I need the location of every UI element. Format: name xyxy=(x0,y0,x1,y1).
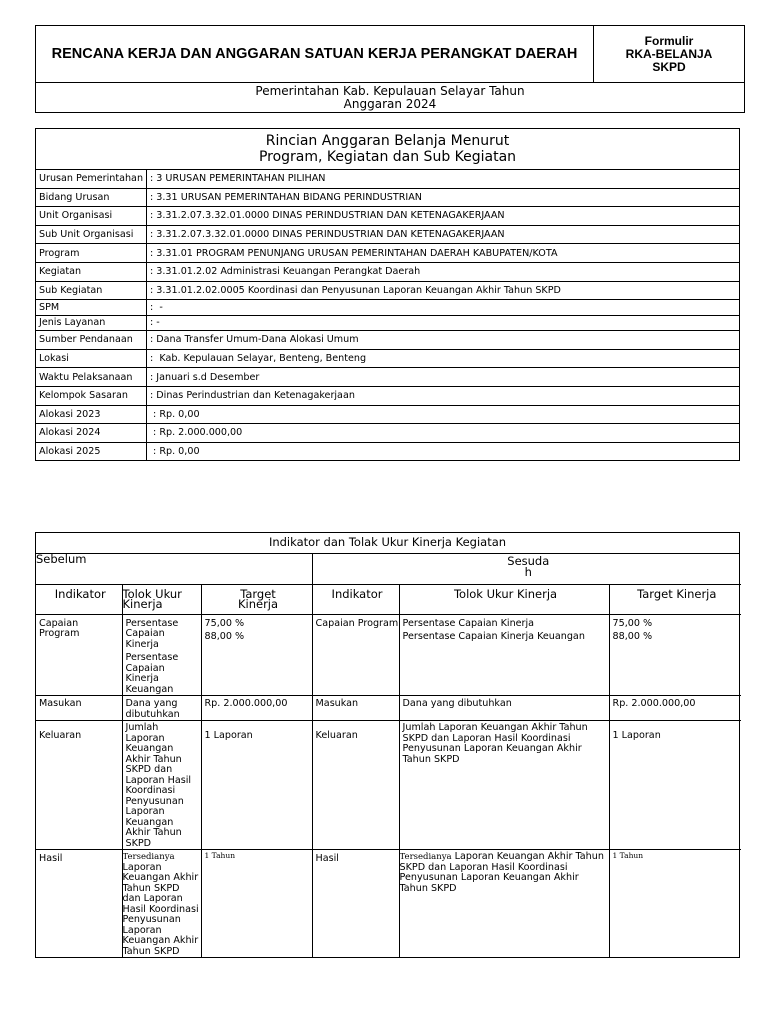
col-tolok-before-line-1: Tolok Ukur xyxy=(122,586,182,601)
rincian-row-label: Urusan Pemerintahan xyxy=(36,170,147,188)
form-code-box xyxy=(593,25,745,83)
indikator-title: Indikator dan Tolak Ukur Kinerja Kegiatan xyxy=(36,533,739,554)
budget-year-line: Anggaran 2024 xyxy=(343,96,437,111)
capaian-target-before-2: 88,00 % xyxy=(204,631,245,642)
keluaran-tolok-after: Jumlah Laporan Keuangan Akhir Tahun SKPD dan Laporan Hasil Koordinasi Penyusunan Laporan Keuangan Akhir Tahun SKPD xyxy=(399,721,609,850)
rincian-row-label: Kelompok Sasaran xyxy=(36,386,147,405)
rincian-row-value: : Rp. 0,00 xyxy=(147,405,740,424)
government-line: Pemerintahan Kab. Kepulauan Selayar Tahun xyxy=(255,83,525,98)
rincian-row-value: : 3.31.01 PROGRAM PENUNJANG URUSAN PEMERINTAHAN DAERAH KABUPATEN/KOTA xyxy=(147,244,740,263)
rincian-row xyxy=(36,315,739,331)
rincian-anggaran-table xyxy=(35,128,740,461)
keluaran-label-before: Keluaran xyxy=(36,721,122,850)
rincian-row-label: SPM xyxy=(36,300,147,316)
col-indikator-before-label: Indikator xyxy=(54,586,106,601)
row-masukan xyxy=(36,696,741,721)
rincian-title-line-2: Program, Kegiatan dan Sub Kegiatan xyxy=(258,149,517,165)
col-indikator-after xyxy=(312,584,399,614)
rincian-row xyxy=(36,262,739,281)
col-tolok-before-line-2: Kinerja xyxy=(122,597,163,611)
col-target-before xyxy=(201,584,312,614)
rincian-row-label: Jenis Layanan xyxy=(36,315,147,331)
col-target-before-line-2: Kinerja xyxy=(237,597,279,611)
hasil-label-after: Hasil xyxy=(312,850,399,958)
rincian-title xyxy=(36,129,739,170)
hasil-label-before: Hasil xyxy=(36,850,122,958)
rincian-row-value: : - xyxy=(147,300,740,316)
rincian-row-label: Sumber Pendanaan xyxy=(36,331,147,350)
form-code: RKA-BELANJA xyxy=(625,46,713,61)
capaian-target-after-1: 75,00 % xyxy=(612,617,653,629)
masukan-label-after: Masukan xyxy=(312,696,399,721)
hasil-tolok-after-a: Tersedianya xyxy=(399,852,452,862)
rincian-row-label: Sub Kegiatan xyxy=(36,281,147,300)
capaian-label-after: Capaian Program xyxy=(312,614,399,696)
sesudah-label-line-2: h xyxy=(524,564,532,579)
section-header-row xyxy=(36,554,741,584)
rincian-row-label: Bidang Urusan xyxy=(36,188,147,207)
document-title: RENCANA KERJA DAN ANGGARAN SATUAN KERJA PERANGKAT DAERAH xyxy=(51,46,578,62)
rincian-row-value: : 3.31.2.07.3.32.01.0000 DINAS PERINDUSTRIAN DAN KETENAGAKERJAAN xyxy=(147,225,740,244)
masukan-label-before: Masukan xyxy=(36,696,122,721)
capaian-tolok-after-1: Persentase Capaian Kinerja xyxy=(402,617,535,629)
rincian-title-line-1: Rincian Anggaran Belanja Menurut xyxy=(265,133,510,149)
masukan-target-after: Rp. 2.000.000,00 xyxy=(609,696,741,721)
capaian-tolok-after-2: Persentase Capaian Kinerja Keuangan xyxy=(402,631,585,642)
hasil-target-before xyxy=(201,850,312,958)
masukan-tolok-after: Dana yang dibutuhkan xyxy=(399,696,609,721)
rincian-row-label: Kegiatan xyxy=(36,262,147,281)
indikator-kinerja-table xyxy=(35,532,740,958)
hasil-tolok-before-a: Tersedianya xyxy=(122,852,175,862)
rincian-row-label: Alokasi 2023 xyxy=(36,405,147,424)
rincian-row-value: : Dana Transfer Umum-Dana Alokasi Umum xyxy=(147,331,740,350)
rincian-row-label: Lokasi xyxy=(36,349,147,368)
rincian-row xyxy=(36,300,739,316)
capaian-tolok-after xyxy=(399,614,609,696)
col-target-before-line-1: Target xyxy=(240,586,276,601)
capaian-target-after-2: 88,00 % xyxy=(612,631,653,642)
sesudah-label-line-1: Sesuda xyxy=(507,554,550,568)
rincian-row-value: : 3 URUSAN PEMERINTAHAN PILIHAN xyxy=(147,170,740,188)
rincian-row xyxy=(36,368,739,387)
capaian-tolok-before xyxy=(122,614,201,696)
rincian-row xyxy=(36,424,739,443)
masukan-tolok-before: Dana yang dibutuhkan xyxy=(122,696,201,721)
rincian-row-label: Sub Unit Organisasi xyxy=(36,225,147,244)
rincian-row-value: : 3.31.2.07.3.32.01.0000 DINAS PERINDUSTRIAN DAN KETENAGAKERJAAN xyxy=(147,207,740,226)
rincian-row-value: : Rp. 0,00 xyxy=(150,446,200,458)
hasil-target-after xyxy=(609,850,741,958)
section-sesudah xyxy=(312,554,741,584)
col-tolok-after xyxy=(399,584,609,614)
capaian-target-after xyxy=(609,614,741,696)
row-capaian-program xyxy=(36,614,741,696)
sebelum-label: Sebelum xyxy=(36,552,87,566)
keluaran-tolok-before: Jumlah Laporan Keuangan Akhir Tahun SKPD dan Laporan Hasil Koordinasi Penyusunan Laporan Keuangan Akhir Tahun SKPD xyxy=(122,721,201,850)
rincian-row xyxy=(36,281,739,300)
rincian-row xyxy=(36,244,739,263)
rincian-row xyxy=(36,405,739,424)
rincian-row-label: Alokasi 2024 xyxy=(36,424,147,443)
section-sebelum xyxy=(36,554,312,584)
rincian-row-value: : Rp. 2.000.000,00 xyxy=(147,424,740,443)
keluaran-label-after: Keluaran xyxy=(312,721,399,850)
col-target-after xyxy=(609,584,741,614)
rincian-row xyxy=(36,349,739,368)
masukan-target-before: Rp. 2.000.000,00 xyxy=(201,696,312,721)
column-header-row xyxy=(36,584,741,614)
row-hasil xyxy=(36,850,741,958)
rincian-row-label: Alokasi 2025 xyxy=(36,442,147,460)
keluaran-target-after: 1 Laporan xyxy=(609,721,741,850)
rincian-row-value: : Dinas Perindustrian dan Ketenagakerjaan xyxy=(147,386,740,405)
rincian-rows xyxy=(36,170,739,460)
rincian-row-value: : 3.31.01.2.02.0005 Koordinasi dan Penyusunan Laporan Keuangan Akhir Tahun SKPD xyxy=(147,281,740,300)
row-keluaran xyxy=(36,721,741,850)
rincian-row-label: Program xyxy=(36,244,147,263)
col-indikator-before xyxy=(36,584,122,614)
hasil-target-after-text: 1 Tahun xyxy=(612,851,644,860)
rincian-row-value: : - xyxy=(147,315,740,331)
capaian-label-before: Capaian Program xyxy=(36,614,122,696)
rincian-row xyxy=(36,207,739,226)
rincian-row xyxy=(36,386,739,405)
rincian-row xyxy=(36,188,739,207)
rincian-row-value: : 3.31.01.2.02 Administrasi Keuangan Perangkat Daerah xyxy=(147,262,740,281)
rincian-row xyxy=(36,225,739,244)
hasil-target-before-text: 1 Tahun xyxy=(204,851,236,860)
rincian-row-label: Unit Organisasi xyxy=(36,207,147,226)
rincian-row-value: : Kab. Kepulauan Selayar, Benteng, Benteng xyxy=(147,349,740,368)
rincian-row xyxy=(36,442,739,460)
document-title-box xyxy=(35,25,593,83)
col-indikator-after-label: Indikator xyxy=(331,586,383,601)
keluaran-target-before: 1 Laporan xyxy=(201,721,312,850)
rincian-row xyxy=(36,170,739,188)
hasil-tolok-before-b: Laporan Keuangan Akhir Tahun SKPD dan Laporan Hasil Koordinasi Penyusunan Laporan Keuangan Akhir Tahun SKPD xyxy=(122,861,199,957)
capaian-tolok-before-1: Persentase Capaian Kinerja xyxy=(125,617,179,650)
hasil-tolok-after xyxy=(399,850,609,958)
rincian-row-value: : 3.31 URUSAN PEMERINTAHAN BIDANG PERINDUSTRIAN xyxy=(147,188,740,207)
rincian-row-value: : Januari s.d Desember xyxy=(147,368,740,387)
col-target-after-label: Target Kinerja xyxy=(637,586,717,601)
capaian-target-before xyxy=(201,614,312,696)
hasil-tolok-before xyxy=(122,850,201,958)
form-unit: SKPD xyxy=(652,59,686,74)
capaian-target-before-1: 75,00 % xyxy=(204,617,245,629)
rincian-row xyxy=(36,331,739,350)
government-subtitle-box xyxy=(35,83,745,113)
col-tolok-after-label: Tolok Ukur Kinerja xyxy=(453,586,558,601)
capaian-tolok-before-2: Persentase Capaian Kinerja Keuangan xyxy=(125,652,179,695)
form-label: Formulir xyxy=(644,33,694,48)
hasil-tolok-after-b: Laporan Keuangan Akhir Tahun SKPD dan Laporan Hasil Koordinasi Penyusunan Laporan Keuangan Akhir Tahun SKPD xyxy=(399,851,604,894)
col-tolok-before xyxy=(122,584,201,614)
rincian-row-label: Waktu Pelaksanaan xyxy=(36,368,147,387)
